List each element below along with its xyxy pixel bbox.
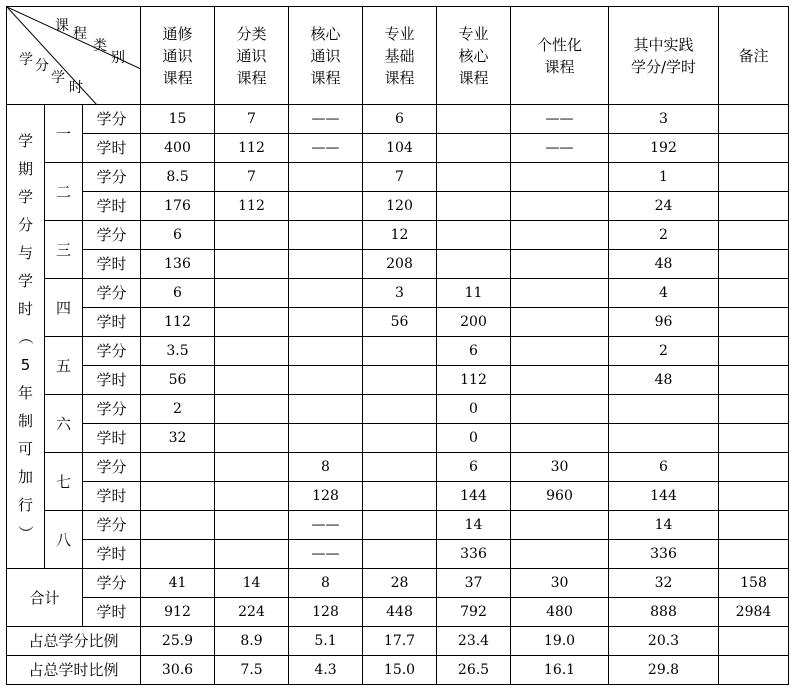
row-type-label: 学时 bbox=[83, 540, 141, 569]
value-cell: 2 bbox=[141, 395, 215, 424]
value-cell bbox=[363, 453, 437, 482]
corner-course-char: 别 bbox=[111, 50, 125, 66]
row-type-label: 学时 bbox=[83, 192, 141, 221]
credit-hours-table bbox=[6, 6, 789, 685]
ratio-row bbox=[7, 656, 789, 685]
value-cell bbox=[141, 540, 215, 569]
value-cell: 3 bbox=[363, 279, 437, 308]
value-cell bbox=[289, 192, 363, 221]
side-label-cell bbox=[7, 105, 45, 569]
column-header-line: 核心 bbox=[458, 46, 489, 65]
value-cell bbox=[719, 656, 789, 685]
column-header-line: 基础 bbox=[384, 46, 415, 65]
value-cell bbox=[215, 366, 289, 395]
table-row bbox=[7, 105, 789, 134]
value-cell bbox=[719, 424, 789, 453]
corner-course-char: 程 bbox=[73, 26, 87, 42]
value-cell bbox=[719, 308, 789, 337]
value-cell: 2 bbox=[609, 337, 719, 366]
value-cell: 4.3 bbox=[289, 656, 363, 685]
value-cell: 336 bbox=[437, 540, 511, 569]
value-cell: 7 bbox=[215, 105, 289, 134]
side-label-char: 行 bbox=[17, 495, 33, 514]
row-type-label: 学分 bbox=[83, 395, 141, 424]
value-cell bbox=[511, 279, 609, 308]
row-type-label: 学分 bbox=[83, 453, 141, 482]
column-header-line: 课程 bbox=[458, 68, 489, 87]
value-cell: 56 bbox=[363, 308, 437, 337]
value-cell bbox=[511, 337, 609, 366]
value-cell: 23.4 bbox=[437, 627, 511, 656]
value-cell bbox=[719, 395, 789, 424]
value-cell: 112 bbox=[437, 366, 511, 395]
row-type-label: 学时 bbox=[83, 134, 141, 163]
value-cell bbox=[363, 424, 437, 453]
value-cell: 5.1 bbox=[289, 627, 363, 656]
value-cell bbox=[511, 192, 609, 221]
value-cell: 56 bbox=[141, 366, 215, 395]
column-header-line: 核心 bbox=[310, 24, 341, 43]
value-cell bbox=[289, 395, 363, 424]
column-header bbox=[511, 7, 609, 105]
side-label-char: （ bbox=[16, 328, 35, 345]
column-header bbox=[141, 7, 215, 105]
value-cell: 200 bbox=[437, 308, 511, 337]
value-cell: 158 bbox=[719, 569, 789, 598]
value-cell bbox=[719, 163, 789, 192]
value-cell: 7 bbox=[215, 163, 289, 192]
corner-course-char: 类 bbox=[93, 38, 107, 54]
value-cell: 6 bbox=[363, 105, 437, 134]
value-cell: 6 bbox=[609, 453, 719, 482]
column-header-line: 课程 bbox=[162, 68, 193, 87]
side-label-char: 学 bbox=[17, 187, 33, 206]
value-cell: 3 bbox=[609, 105, 719, 134]
table-row bbox=[7, 308, 789, 337]
value-cell bbox=[719, 250, 789, 279]
value-cell bbox=[437, 250, 511, 279]
column-header-line: 通识 bbox=[162, 46, 193, 65]
value-cell: 14 bbox=[215, 569, 289, 598]
value-cell: 30 bbox=[511, 453, 609, 482]
row-type-label: 学分 bbox=[83, 569, 141, 598]
value-cell: —— bbox=[511, 105, 609, 134]
value-cell: 4 bbox=[609, 279, 719, 308]
value-cell bbox=[511, 424, 609, 453]
value-cell: 48 bbox=[609, 366, 719, 395]
value-cell: 16.1 bbox=[511, 656, 609, 685]
value-cell bbox=[437, 221, 511, 250]
value-cell bbox=[289, 424, 363, 453]
table-row bbox=[7, 279, 789, 308]
value-cell: 28 bbox=[363, 569, 437, 598]
table-row bbox=[7, 395, 789, 424]
value-cell: 3.5 bbox=[141, 337, 215, 366]
value-cell: 6 bbox=[141, 221, 215, 250]
value-cell bbox=[215, 250, 289, 279]
value-cell bbox=[437, 134, 511, 163]
row-type-label: 学分 bbox=[83, 105, 141, 134]
row-type-label: 学分 bbox=[83, 511, 141, 540]
value-cell: 29.8 bbox=[609, 656, 719, 685]
value-cell bbox=[363, 337, 437, 366]
value-cell: 120 bbox=[363, 192, 437, 221]
table-row bbox=[7, 453, 789, 482]
value-cell bbox=[511, 221, 609, 250]
column-header-line: 分类 bbox=[236, 24, 267, 43]
column-header bbox=[437, 7, 511, 105]
value-cell: 14 bbox=[609, 511, 719, 540]
row-type-label: 学时 bbox=[83, 308, 141, 337]
column-header-line: 课程 bbox=[310, 68, 341, 87]
value-cell: 792 bbox=[437, 598, 511, 627]
value-cell bbox=[437, 163, 511, 192]
value-cell: 2 bbox=[609, 221, 719, 250]
value-cell: —— bbox=[289, 511, 363, 540]
value-cell bbox=[719, 192, 789, 221]
value-cell: 15 bbox=[141, 105, 215, 134]
row-type-label: 学分 bbox=[83, 221, 141, 250]
value-cell bbox=[511, 540, 609, 569]
value-cell bbox=[289, 308, 363, 337]
table-row bbox=[7, 250, 789, 279]
value-cell bbox=[511, 308, 609, 337]
value-cell: 41 bbox=[141, 569, 215, 598]
value-cell: 48 bbox=[609, 250, 719, 279]
header-row bbox=[7, 7, 789, 105]
value-cell: 7 bbox=[363, 163, 437, 192]
value-cell bbox=[215, 511, 289, 540]
column-header-line: 课程 bbox=[544, 57, 575, 76]
value-cell bbox=[289, 250, 363, 279]
corner-header-cell bbox=[7, 7, 141, 105]
value-cell bbox=[609, 395, 719, 424]
table-row bbox=[7, 424, 789, 453]
semester-label: 八 bbox=[45, 511, 83, 569]
value-cell: 17.7 bbox=[363, 627, 437, 656]
value-cell: 0 bbox=[437, 424, 511, 453]
value-cell: —— bbox=[289, 540, 363, 569]
value-cell: 0 bbox=[437, 395, 511, 424]
value-cell: 176 bbox=[141, 192, 215, 221]
value-cell bbox=[215, 337, 289, 366]
value-cell: —— bbox=[289, 134, 363, 163]
value-cell bbox=[215, 453, 289, 482]
ratio-row bbox=[7, 627, 789, 656]
value-cell: 144 bbox=[609, 482, 719, 511]
ratio-label: 占总学时比例 bbox=[7, 656, 141, 685]
value-cell: 136 bbox=[141, 250, 215, 279]
value-cell: 144 bbox=[437, 482, 511, 511]
column-header bbox=[215, 7, 289, 105]
value-cell: 32 bbox=[609, 569, 719, 598]
value-cell: 888 bbox=[609, 598, 719, 627]
value-cell bbox=[511, 250, 609, 279]
semester-label: 一 bbox=[45, 105, 83, 163]
value-cell bbox=[215, 221, 289, 250]
table-row bbox=[7, 221, 789, 250]
column-header bbox=[363, 7, 437, 105]
value-cell bbox=[719, 511, 789, 540]
semester-label: 五 bbox=[45, 337, 83, 395]
side-label-char: 学 bbox=[17, 131, 33, 150]
side-label-char: 与 bbox=[17, 243, 33, 262]
column-header bbox=[609, 7, 719, 105]
side-label-char: 制 bbox=[17, 411, 33, 430]
row-type-label: 学分 bbox=[83, 337, 141, 366]
value-cell bbox=[215, 424, 289, 453]
table-row bbox=[7, 163, 789, 192]
value-cell bbox=[363, 482, 437, 511]
table-row bbox=[7, 511, 789, 540]
semester-label: 三 bbox=[45, 221, 83, 279]
value-cell bbox=[141, 453, 215, 482]
column-header-line: 专业 bbox=[384, 24, 415, 43]
value-cell: 19.0 bbox=[511, 627, 609, 656]
value-cell: 112 bbox=[215, 192, 289, 221]
value-cell: 400 bbox=[141, 134, 215, 163]
value-cell: 96 bbox=[609, 308, 719, 337]
value-cell: 6 bbox=[437, 337, 511, 366]
table-row bbox=[7, 482, 789, 511]
value-cell: 8 bbox=[289, 569, 363, 598]
value-cell bbox=[289, 163, 363, 192]
value-cell bbox=[719, 453, 789, 482]
value-cell bbox=[215, 395, 289, 424]
value-cell: 104 bbox=[363, 134, 437, 163]
row-type-label: 学时 bbox=[83, 598, 141, 627]
value-cell: 6 bbox=[141, 279, 215, 308]
value-cell: 1 bbox=[609, 163, 719, 192]
value-cell: 224 bbox=[215, 598, 289, 627]
value-cell: —— bbox=[511, 134, 609, 163]
table-row bbox=[7, 337, 789, 366]
table-row bbox=[7, 192, 789, 221]
column-header-line: 课程 bbox=[384, 68, 415, 87]
total-row bbox=[7, 569, 789, 598]
corner-credit-char: 分 bbox=[35, 58, 49, 74]
corner-course-char: 课 bbox=[55, 18, 69, 34]
value-cell: 25.9 bbox=[141, 627, 215, 656]
side-label-char: 时 bbox=[17, 299, 33, 318]
value-cell bbox=[511, 366, 609, 395]
column-header-line: 通识 bbox=[236, 46, 267, 65]
value-cell bbox=[215, 482, 289, 511]
value-cell: 12 bbox=[363, 221, 437, 250]
side-label-char: 期 bbox=[17, 159, 33, 178]
value-cell: 2984 bbox=[719, 598, 789, 627]
value-cell: 128 bbox=[289, 598, 363, 627]
row-type-label: 学分 bbox=[83, 279, 141, 308]
value-cell bbox=[215, 540, 289, 569]
row-type-label: 学时 bbox=[83, 250, 141, 279]
value-cell bbox=[511, 511, 609, 540]
value-cell bbox=[719, 337, 789, 366]
column-header-line: 个性化 bbox=[536, 35, 582, 54]
value-cell bbox=[719, 221, 789, 250]
value-cell: 112 bbox=[215, 134, 289, 163]
value-cell: 8 bbox=[289, 453, 363, 482]
column-header bbox=[289, 7, 363, 105]
value-cell bbox=[141, 482, 215, 511]
value-cell bbox=[719, 627, 789, 656]
value-cell: 480 bbox=[511, 598, 609, 627]
value-cell: 30.6 bbox=[141, 656, 215, 685]
value-cell: 192 bbox=[609, 134, 719, 163]
value-cell: 128 bbox=[289, 482, 363, 511]
value-cell: 960 bbox=[511, 482, 609, 511]
value-cell: 32 bbox=[141, 424, 215, 453]
value-cell: 20.3 bbox=[609, 627, 719, 656]
value-cell: —— bbox=[289, 105, 363, 134]
value-cell bbox=[511, 395, 609, 424]
value-cell bbox=[719, 279, 789, 308]
value-cell: 208 bbox=[363, 250, 437, 279]
column-header-line: 通修 bbox=[162, 24, 193, 43]
value-cell: 448 bbox=[363, 598, 437, 627]
value-cell bbox=[719, 105, 789, 134]
value-cell bbox=[215, 279, 289, 308]
side-label-char: 学 bbox=[17, 271, 33, 290]
value-cell: 112 bbox=[141, 308, 215, 337]
value-cell bbox=[719, 540, 789, 569]
value-cell: 6 bbox=[437, 453, 511, 482]
row-type-label: 学时 bbox=[83, 424, 141, 453]
column-header-line: 备注 bbox=[738, 46, 769, 65]
ratio-label: 占总学分比例 bbox=[7, 627, 141, 656]
row-type-label: 学时 bbox=[83, 366, 141, 395]
value-cell bbox=[215, 308, 289, 337]
semester-label: 四 bbox=[45, 279, 83, 337]
column-header-line: 学分/学时 bbox=[630, 57, 697, 76]
semester-label: 二 bbox=[45, 163, 83, 221]
total-label: 合计 bbox=[7, 569, 83, 627]
value-cell: 24 bbox=[609, 192, 719, 221]
column-header-line: 通识 bbox=[310, 46, 341, 65]
value-cell bbox=[719, 482, 789, 511]
corner-credit-char: 时 bbox=[69, 80, 83, 96]
side-label-char: 加 bbox=[17, 467, 33, 486]
side-label-char: 可 bbox=[17, 439, 33, 458]
value-cell bbox=[363, 366, 437, 395]
value-cell bbox=[289, 279, 363, 308]
value-cell bbox=[437, 105, 511, 134]
row-type-label: 学时 bbox=[83, 482, 141, 511]
value-cell bbox=[719, 134, 789, 163]
value-cell: 7.5 bbox=[215, 656, 289, 685]
value-cell bbox=[363, 511, 437, 540]
value-cell: 8.9 bbox=[215, 627, 289, 656]
semester-label: 六 bbox=[45, 395, 83, 453]
side-label bbox=[16, 127, 36, 547]
value-cell bbox=[289, 337, 363, 366]
column-header bbox=[719, 7, 789, 105]
value-cell: 15.0 bbox=[363, 656, 437, 685]
value-cell: 37 bbox=[437, 569, 511, 598]
value-cell: 11 bbox=[437, 279, 511, 308]
value-cell: 26.5 bbox=[437, 656, 511, 685]
corner-credit-char: 学 bbox=[51, 70, 65, 86]
table-row bbox=[7, 366, 789, 395]
table-row bbox=[7, 540, 789, 569]
value-cell: 30 bbox=[511, 569, 609, 598]
value-cell bbox=[437, 192, 511, 221]
semester-label: 七 bbox=[45, 453, 83, 511]
row-type-label: 学分 bbox=[83, 163, 141, 192]
column-header-line: 专业 bbox=[458, 24, 489, 43]
value-cell: 912 bbox=[141, 598, 215, 627]
column-header-line: 其中实践 bbox=[633, 35, 694, 54]
column-header-line: 课程 bbox=[236, 68, 267, 87]
value-cell bbox=[363, 540, 437, 569]
value-cell: 336 bbox=[609, 540, 719, 569]
corner-credit-char: 学 bbox=[19, 52, 33, 68]
value-cell bbox=[141, 511, 215, 540]
value-cell bbox=[363, 395, 437, 424]
table-row bbox=[7, 134, 789, 163]
side-label-char: 分 bbox=[17, 215, 33, 234]
side-label-char: 5 bbox=[20, 355, 31, 374]
value-cell bbox=[511, 163, 609, 192]
value-cell bbox=[289, 366, 363, 395]
value-cell bbox=[609, 424, 719, 453]
value-cell bbox=[719, 366, 789, 395]
value-cell bbox=[289, 221, 363, 250]
value-cell: 8.5 bbox=[141, 163, 215, 192]
side-label-char: ） bbox=[16, 524, 35, 541]
side-label-char: 年 bbox=[17, 383, 33, 402]
value-cell: 14 bbox=[437, 511, 511, 540]
total-row bbox=[7, 598, 789, 627]
